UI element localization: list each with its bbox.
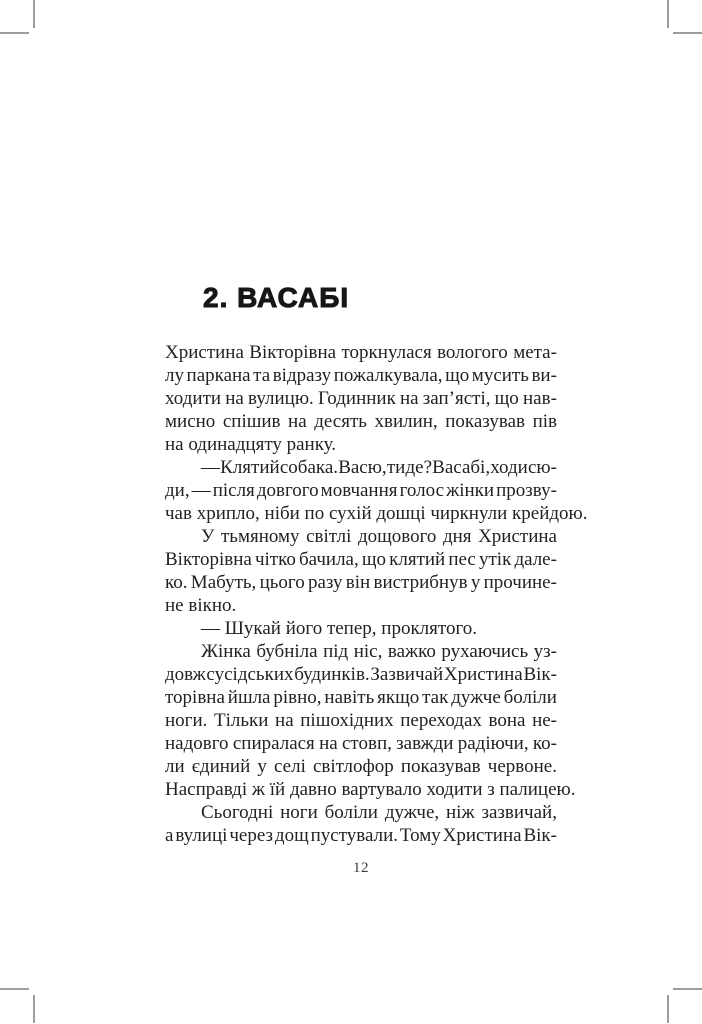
text-line: на одинадцяту ранку.	[165, 434, 337, 455]
text-column	[165, 282, 588, 847]
paragraph	[165, 640, 576, 801]
text-line: ко. Мабуть, цього разу він вистрибнув у прочине-	[165, 572, 557, 593]
text-line: а вулиці через дощ пустували. Тому Христина Вік-	[165, 825, 557, 846]
text-line: торівна йшла рівно, навіть якщо так дужче боліли	[165, 687, 557, 708]
text-line: Сьогодні ноги боліли дужче, ніж зазвичай,	[201, 802, 557, 823]
text-line: Вікторівна чітко бачила, що клятий пес утік дале-	[165, 549, 557, 570]
paragraph	[165, 525, 557, 617]
crop-mark-top-right-horizontal	[673, 32, 702, 34]
text-line: — Клятий собака. Васю, ти де? Васабі, ходи сю-	[201, 457, 557, 478]
text-line: У тьмяному світлі дощового дня Христина	[201, 526, 557, 547]
crop-mark-top-right-vertical	[667, 0, 669, 28]
paragraph	[165, 801, 557, 847]
text-line: Жінка бубніла під ніс, важко рухаючись уз-	[201, 641, 557, 662]
text-line: — Шукай його тепер, проклятого.	[201, 618, 478, 639]
page-number: 12	[353, 860, 369, 876]
body-text	[165, 341, 588, 847]
crop-mark-top-left-horizontal	[0, 32, 29, 34]
paragraph	[165, 456, 588, 525]
chapter-heading: 2. ВАСАБІ	[203, 282, 350, 313]
text-line: ди, — після довгого мовчання голос жінки прозву-	[165, 480, 557, 501]
text-line: Христина Вікторівна торкнулася вологого мета-	[165, 342, 557, 363]
crop-mark-bottom-right-vertical	[667, 995, 669, 1023]
text-line: лу паркана та відразу пожалкувала, що мусить ви-	[165, 365, 557, 386]
text-line: ходити на вулицю. Годинник на зап’ясті, що нав-	[165, 388, 557, 409]
crop-mark-top-left-vertical	[33, 0, 35, 28]
crop-mark-bottom-left-horizontal	[0, 988, 29, 990]
crop-mark-bottom-left-vertical	[33, 995, 35, 1023]
text-line: довж сусідських будинків. Зазвичай Христина Вік-	[165, 664, 557, 685]
text-line: чав хрипло, ніби по сухій дошці чиркнули крейдою.	[165, 503, 588, 524]
text-line: надовго спиралася на стовп, завжди радіючи, ко-	[165, 733, 557, 754]
text-line: ноги. Тільки на пішохідних переходах вона не-	[165, 710, 557, 731]
text-line: не вікно.	[165, 595, 237, 616]
paragraph	[165, 341, 557, 456]
text-line: Насправді ж їй давно вартувало ходити з палицею.	[165, 779, 576, 800]
paragraph	[165, 617, 557, 640]
crop-mark-bottom-right-horizontal	[673, 988, 702, 990]
text-line: мисно спішив на десять хвилин, показував пів	[165, 411, 557, 432]
text-line: ли єдиний у селі світлофор показував червоне.	[165, 756, 557, 777]
